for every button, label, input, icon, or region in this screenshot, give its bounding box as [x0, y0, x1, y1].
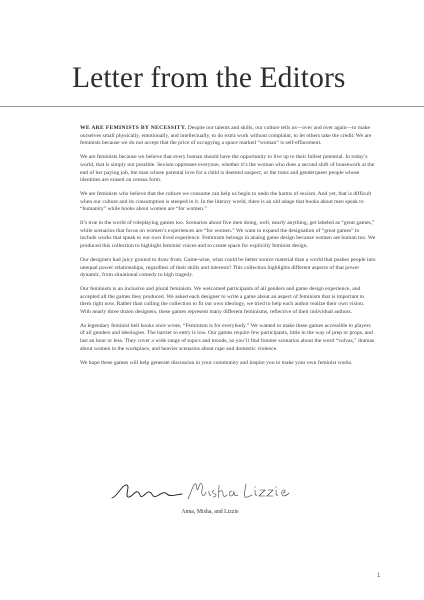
paragraph-7: As legendary feminist bell hooks once wrote, “Feminism is for everybody.” We wanted to make these games accessible to players of all genders and ideologies. The barrier to entry is low. Our games require few participants, little in the way of prep or props, and last an hour or less. They cover a wide range of topics and moods, so you’ll find funnier scenarios about the word “vulvas,” dramas about women in the workplace, and heavier scenarios about rape and domestic violence. — [80, 322, 375, 352]
title-divider — [0, 106, 424, 107]
signature-caption: Anna, Misha, and Lizzie — [181, 509, 239, 515]
letter-body — [80, 125, 376, 373]
signature-dot — [255, 487, 256, 488]
page-number: 1 — [377, 573, 381, 579]
lead-in: WE ARE FEMINISTS BY NECESSITY. — [80, 125, 187, 131]
page-title: Letter from the Editors — [72, 62, 346, 94]
paragraph-1-text: Despite our talents and skills, our culture tells us—over and over again—to make ourselves small physically, emotionally, and intellectually, to do extra work without complaint, to let others take the credit. We are feminists because we do not accept that the price of occupying a space marked “woman” is self-effacement. — [80, 125, 372, 147]
paragraph-8: We hope these games will help generate discussion in your community and inspire you to make your own feminist works. — [80, 359, 353, 366]
paragraph-4: It’s true in the world of roleplaying games too. Scenarios about five men doing, well, nearly anything, get labeled as “great games,” while scenarios that focus on women’s experiences are “for women.” We want to expand the designation of “great games” to include works that speak to our own lived experience. Feminism belongs in analog game design because women are human too. We produced this collection to highlight feminist voices and to create space for explicitly feminist design. — [80, 220, 376, 250]
paragraph-5: Our designers had juicy ground to draw from. Game-wise, what could be better source material than a world that pushes people into unequal power relationships, regardless of their skills and interests? This collection highlights different aspects of that power dynamic, from situational comedy to high tragedy. — [80, 256, 376, 279]
signature-dot — [276, 487, 277, 488]
paragraph-1 — [80, 125, 376, 148]
signature-misha — [188, 483, 238, 499]
paragraph-3: We are feminists who believe that the culture we consume can help us begin to undo the harms of sexism. And yet, that is difficult when our culture and its consumption is steeped in it. In the literary world, there is an old adage that books about men speak to “humanity” while books about women are “for women.” — [80, 190, 372, 213]
handwritten-signatures — [108, 476, 298, 506]
signature-lizzie — [245, 484, 289, 497]
paragraph-2: We are feminists because we believe that every human should have the opportunity to live up to their fullest potential. In today’s world, that is simply not possible. Sexism oppresses everyone, whether it’s the woman who does a second shift of housework at the end of her paying job, the man whose parental love for a child is deemed suspect, or the trans and genderqueer people whose identities are erased on census form. — [80, 154, 375, 184]
editor-signatures — [108, 476, 298, 506]
signature-anna — [112, 485, 182, 498]
paragraph-6: Our feminism is an inclusive and plural feminism. We welcomed participants of all genders and game design experience, and accepted all the games they produced. We asked each designer to write a game about an aspect of feminism that is important to them right now. Rather than culling the collection to fit our own ideology, we tried to help each author realize their own vision. With nearly three dozen designers, these games represent many different feminisms, reflective of their individual authors. — [80, 285, 365, 316]
